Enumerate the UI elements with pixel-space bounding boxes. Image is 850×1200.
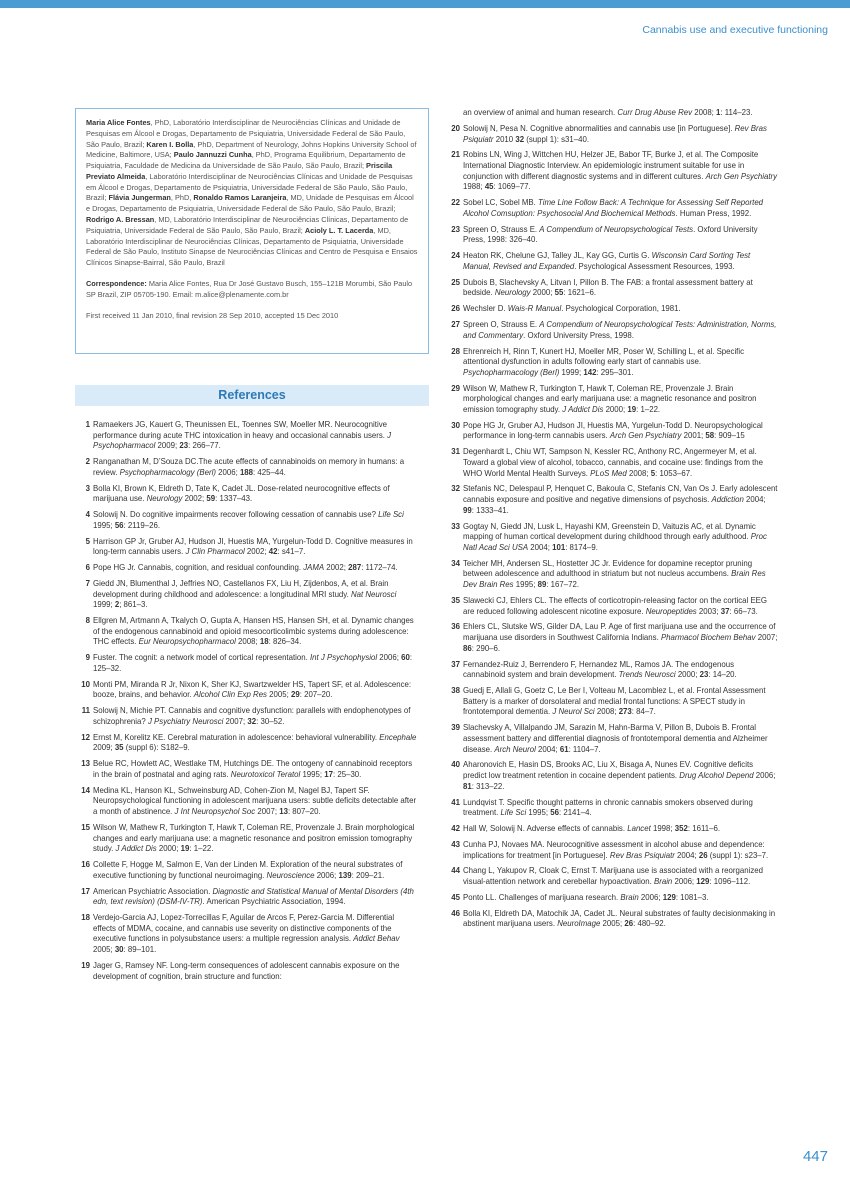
reference-text: American Psychiatric Association. Diagnostic and Statistical Manual of Mental Disorders (4th edn, text revision) (DSM-IV-TR). American Psychiatric Association, 1994.: [93, 886, 414, 907]
reference-text: Monti PM, Miranda R Jr, Nixon K, Sher KJ, Swartzwelder HS, Tapert SF, et al. Adolescence: booze, brains, and behavior. Alcohol Clin Exp Res 2005; 29: 207–20.: [93, 679, 412, 700]
reference-number: 45: [451, 892, 460, 902]
reference-number: 39: [451, 723, 460, 733]
reference-item: [78, 706, 418, 727]
reference-text: Chang L, Yakupov R, Cloak C, Ernst T. Marijuana use is associated with a reorganized visual-attention network and cerebellar hypoactivation. Brain 2006; 129: 1096–112.: [463, 866, 763, 887]
reference-text: Hall W, Solowij N. Adverse effects of cannabis. Lancet 1998; 352: 1611–6.: [463, 824, 721, 834]
reference-item: [448, 278, 778, 299]
author-affiliations: Maria Alice Fontes, PhD, Laboratório Interdisciplinar de Neurociências Clínicas and Unidade de Pesquisas em Álcool e Drogas, Departamento de Psiquiatria, Universidade Federal de São Paulo, São Paulo, Brazil; Karen I. Bolla, PhD, Department of Neurology, Johns Hopkins University School of Medicine, Baltimore, USA; Paulo Jannuzzi Cunha, PhD, Programa Equilibrium, Departamento de Psiquiatria, Faculdade de Medicina da Universidade de São Paulo, São Paulo, Brazil; Priscila Previato Almeida, Laboratório Interdisciplinar de Neurociências Clínicas and Unidade de Pesquisas em Álcool e Drogas, Departamento de Psiquiatria, Universidade Federal de São Paulo, São Paulo, Brazil; Flávia Jungerman, PhD, Ronaldo Ramos Laranjeira, MD, Unidade de Pesquisas em Álcool e Drogas, Departamento de Psiquiatria, Universidade Federal de São Paulo, São Paulo, Brazil; Rodrigo A. Bressan, MD, Laboratório Interdisciplinar de Neurociências Clínicas, Departamento de Psiquiatria, Universidade Federal de São Paulo, São Paulo, Brazil; Acioly L. T. Lacerda, MD, Laboratório Interdisciplinar de Neurociências Clínicas, Departamento de Psiquiatria, Universidade Federal de São Paulo, Instituto Sinapse de Neurociências Clínicas and Centro de Pesquisa e Ensaios Clínicos Sinapse-Bairral, São Paulo, Brazil: [86, 118, 418, 268]
reference-number: 34: [451, 558, 460, 568]
reference-number: 28: [451, 346, 460, 356]
reference-text: Spreen O, Strauss E. A Compendium of Neuropsychological Tests: Administration, Norms, and Commentary. Oxford University Press, 1998.: [463, 320, 777, 340]
running-title: Cannabis use and executive functioning: [642, 24, 828, 36]
reference-number: 31: [451, 447, 460, 457]
reference-item: [78, 457, 418, 478]
reference-item: [448, 686, 778, 718]
reference-item: [78, 733, 418, 754]
reference-number: 5: [85, 536, 90, 546]
reference-number: 40: [451, 760, 460, 770]
reference-number: 46: [451, 908, 460, 918]
correspondence: Correspondence: Maria Alice Fontes, Rua Dr José Gustavo Busch, 155–121B Morumbi, São Paulo SP Brazil, ZIP 05705-190. Email: m.alice@plenamente.com.br: [86, 278, 413, 299]
reference-number: 4: [85, 510, 90, 520]
reference-item: [448, 198, 778, 219]
references-heading: References: [218, 388, 286, 402]
reference-text: Belue RC, Howlett AC, Westlake TM, Hutchings DE. The ontogeny of cannabinoid receptors in the brain of postnatal and aging rats. Neurotoxicol Teratol 1995; 17: 25–30.: [93, 759, 413, 779]
reference-item: [78, 913, 418, 956]
reference-number: 42: [451, 824, 460, 834]
reference-item: [448, 108, 778, 119]
reference-item: [78, 680, 418, 701]
reference-item: [78, 484, 418, 505]
reference-item: [448, 893, 778, 904]
reference-item: [448, 596, 778, 617]
author-affiliations-box: [75, 108, 429, 354]
reference-text: Fuster. The cognit: a network model of cortical representation. Int J Psychophysiol 2006; 60: 125–32.: [93, 653, 413, 673]
reference-text: Wilson W, Mathew R, Turkington T, Hawk T, Coleman RE, Provenzale J. Brain morphological changes and early marijuana use: a magnetic resonance and positron emission tomography study. J Addict Dis 2000; 19: 1–22.: [463, 383, 757, 414]
reference-text: Spreen O, Strauss E. A Compendium of Neuropsychological Tests. Oxford University Press, 1998: 326–40.: [463, 224, 758, 245]
reference-item: [78, 537, 418, 558]
reference-item: [78, 653, 418, 674]
reference-text: Ponto LL. Challenges of marijuana research. Brain 2006; 129: 1081–3.: [463, 892, 709, 902]
reference-number: 38: [451, 686, 460, 696]
reference-text: Harrison GP Jr, Gruber AJ, Hudson JI, Huestis MA, Yurgelun-Todd D. Cognitive measures in long-term cannabis users. J Clin Pharmacol 2002; 42: s41–7.: [93, 536, 413, 557]
reference-text: Dubois B, Slachevsky A, Litvan I, Pillon B. The FAB: a frontal assessment battery at bedside. Neurology 2000; 55: 1621–6.: [463, 277, 753, 298]
reference-item: [448, 840, 778, 861]
reference-text: Giedd JN, Blumenthal J, Jeffries NO, Castellanos FX, Liu H, Zijdenbos, A, et al. Brain development during childhood and adolescence: a longitudinal MRI study. Nat Neurosci 1999; 2; 861–3.: [93, 579, 397, 610]
reference-item: [448, 421, 778, 442]
reference-item: [78, 579, 418, 611]
reference-number: 23: [451, 224, 460, 234]
reference-item: [448, 798, 778, 819]
page-number: 447: [802, 1148, 828, 1165]
reference-text: Ehlers CL, Slutske WS, Gilder DA, Lau P. Age of first marijuana use and the occurrence of marijuana use disorders in Southwest California Indians. Pharmacol Biochem Behav 2007; 86: 290–6.: [463, 622, 778, 653]
reference-item: [448, 559, 778, 591]
reference-item: [448, 320, 778, 341]
reference-number: 43: [451, 839, 460, 849]
reference-number: 1: [85, 420, 90, 429]
reference-number: 36: [451, 622, 460, 632]
reference-item: [448, 824, 778, 835]
reference-number: 13: [81, 759, 90, 769]
reference-item: [448, 660, 778, 681]
reference-item: [448, 447, 778, 479]
reference-text: an overview of animal and human research. Curr Drug Abuse Rev 2008; 1: 114–23.: [463, 108, 753, 117]
reference-item: [448, 484, 778, 516]
reference-text: Jager G, Ramsey NF. Long-term consequences of adolescent cannabis exposure on the development of cognition, brain structure and function:: [93, 960, 400, 981]
reference-text: Ellgren M, Artmann A, Tkalych O, Gupta A, Hansen HS, Hansen SH, et al. Dynamic changes of the endogenous cannabinoid and opioid mesocorticolimbic systems during adolescence: THC effects. Eur Neuropsychopharmacol 2008; 18: 826–34.: [93, 616, 414, 647]
reference-item: [448, 522, 778, 554]
reference-number: 14: [81, 785, 90, 795]
reference-text: Heaton RK, Chelune GJ, Talley JL, Kay GG, Curtis G. Wisconsin Card Sorting Test Manual, Revised and Expanded. Psychological Assessment Resources, 1993.: [463, 251, 751, 271]
reference-number: 30: [451, 420, 460, 430]
reference-text: Bolla KI, Brown K, Eldreth D, Tate K, Cadet JL. Dose-related neurocognitive effects of marijuana use. Neurology 2002; 59: 1337–43.: [93, 483, 390, 504]
reference-text: Ernst M, Korelitz KE. Cerebral maturation in adolescence: behavioral vulnerability. Encephale 2009; 35 (suppl 6): S182–9.: [93, 732, 417, 753]
reference-item: [78, 823, 418, 855]
received-dates: First received 11 Jan 2010, final revision 28 Sep 2010, accepted 15 Dec 2010: [86, 310, 339, 320]
reference-number: 18: [81, 913, 90, 923]
reference-item: [448, 124, 778, 145]
reference-number: 37: [451, 659, 460, 669]
reference-item: [78, 616, 418, 648]
reference-text: Robins LN, Wing J, Wittchen HU, Helzer JE, Babor TF, Burke J, et al. The Composite International Diagnostic Interview. An epidemiologic instrument suitable for use in conjunction with different diagnostic systems and in different cultures. Arch Gen Psychiatry 1988; 45: 1069–77.: [463, 150, 778, 192]
reference-text: Pope HG Jr, Gruber AJ, Hudson JI, Huestis MA, Yurgelun-Todd D. Neuropsychological performance in long-term cannabis users. Arch Gen Psychiatry 2001; 58: 909–15: [463, 420, 763, 441]
reference-number: 6: [85, 563, 90, 573]
reference-text: Wechsler D. Wais-R Manual. Psychological Corporation, 1981.: [463, 304, 681, 314]
reference-number: 41: [451, 797, 460, 807]
reference-text: Medina KL, Hanson KL, Schweinsburg AD, Cohen-Zion M, Nagel BJ, Tapert SF. Neuropsychological functioning in adolescent marijuana users: subtle deficits detectable after a month of abstinence. J Int Neuropsychol Soc 2007; 13: 807–20.: [93, 785, 417, 817]
reference-text: Solowij N. Do cognitive impairments recover following cessation of cannabis use? Life Sci 1995; 56: 2119–26.: [93, 510, 404, 530]
reference-text: Aharonovich E, Hasin DS, Brooks AC, Liu X, Bisaga A, Nunes EV. Cognitive deficits predict low treatment retention in cocaine dependent patients. Drug Alcohol Depend 2006; 81: 313–22.: [463, 760, 776, 791]
reference-number: 20: [451, 123, 460, 133]
reference-item: [78, 961, 418, 982]
reference-text: Lundqvist T. Specific thought patterns in chronic cannabis smokers observed during treatment. Life Sci 1995; 56: 2141–4.: [463, 797, 753, 818]
reference-item: [78, 887, 418, 908]
reference-number: 44: [451, 866, 460, 876]
reference-item: [78, 786, 418, 818]
reference-item: [78, 860, 418, 881]
references-left-column: [78, 420, 418, 987]
reference-item: [448, 866, 778, 887]
reference-item: [78, 510, 418, 531]
reference-number: 17: [81, 886, 90, 896]
reference-text: Ehrenreich H, Rinn T, Kunert HJ, Moeller MR, Poser W, Schilling L, et al. Specific attentional dysfunction in adults following early start of cannabis use. Psychopharmacology (Berl) 1999; 142: 295–301.: [463, 346, 745, 377]
reference-text: Pope HG Jr. Cannabis, cognition, and residual confounding. JAMA 2002; 287: 1172–74.: [93, 563, 398, 573]
reference-item: [448, 909, 778, 930]
references-right-column: [448, 108, 778, 935]
reference-number: 26: [451, 304, 460, 314]
reference-number: 21: [451, 150, 460, 160]
reference-item: [448, 760, 778, 792]
reference-number: 22: [451, 198, 460, 208]
reference-number: 16: [81, 860, 90, 870]
reference-item: [448, 384, 778, 416]
reference-text: Gogtay N, Giedd JN, Lusk L, Hayashi KM, Greenstein D, Vaituzis AC, et al. Dynamic mapping of human cortical development during childhood through early adulthood. Proc Natl Acad Sci USA 2004; 101: 8174–9.: [463, 521, 767, 552]
reference-item: [448, 304, 778, 315]
reference-text: Stefanis NC, Delespaul P, Henquet C, Bakoula C, Stefanis CN, Van Os J. Early adolescent cannabis exposure and positive and negative dimensions of psychosis. Addiction 2004; 99: 1333–41.: [463, 484, 778, 515]
reference-text: Solowij N, Michie PT. Cannabis and cognitive dysfunction: parallels with endophenotypes of schizophrenia? J Psychiatry Neurosci 2007; 32: 30–52.: [93, 706, 411, 726]
reference-text: Ranganathan M, D’Souza DC.The acute effects of cannabinoids on memory in humans: a review. Psychopharmacology (Berl) 2006; 188: 425–44.: [93, 457, 405, 477]
reference-number: 19: [81, 960, 90, 970]
reference-number: 3: [85, 483, 90, 493]
reference-text: Slawecki CJ, Ehlers CL. The effects of corticotropin-releasing factor on the cortical EEG are reduced following adolescent nicotine exposure. Neuropeptides 2003; 37: 66–73.: [463, 595, 768, 616]
reference-text: Fernandez-Ruiz J, Berrendero F, Hernandez ML, Ramos JA. The endogenous cannabinoid system and brain development. Trends Neurosci 2000; 23: 14–20.: [463, 659, 737, 680]
reference-number: 7: [85, 579, 90, 588]
reference-number: 25: [451, 277, 460, 287]
reference-number: 27: [451, 320, 460, 329]
reference-text: Verdejo-Garcia AJ, Lopez-Torrecillas F, Aguilar de Arcos F, Perez-Garcia M. Differential effects of MDMA, cocaine, and cannabis use severity on distinctive components of the executive functions in polysubstance users: a multiple regression analysis. Addict Behav 2005; 30: 89–101.: [93, 913, 400, 955]
reference-number: 32: [451, 484, 460, 494]
reference-number: 15: [81, 822, 90, 832]
reference-number: 9: [85, 653, 90, 663]
reference-number: 35: [451, 595, 460, 605]
reference-item: [448, 225, 778, 246]
reference-text: Bolla KI, Eldreth DA, Matochik JA, Cadet JL. Neural substrates of faulty decisionmaking in abstinent marijuana users. NeuroImage 2005; 26: 480–92.: [463, 908, 776, 929]
reference-number: 10: [81, 679, 90, 689]
reference-number: 8: [85, 616, 90, 626]
reference-item: [78, 759, 418, 780]
reference-number: 24: [451, 251, 460, 261]
reference-item: [448, 347, 778, 379]
reference-item: [448, 150, 778, 193]
header-accent-bar: [0, 0, 850, 8]
reference-text: Sobel LC, Sobel MB. Time Line Follow Back: A Technique for Assessing Self Reported Alcohol Comsuption: Psychosocial And Biochemical Methods. Human Press, 1992.: [463, 198, 764, 218]
reference-number: 11: [81, 706, 90, 716]
reference-item: [78, 563, 418, 574]
reference-number: 29: [451, 383, 460, 393]
reference-item: [78, 420, 418, 452]
reference-text: Teicher MH, Andersen SL, Hostetter JC Jr. Evidence for dopamine receptor pruning between adolescence and adulthood in striatum but not nucleus accumbens. Brain Res Dev Brain Res 1995; 89: 167–72.: [463, 558, 766, 590]
reference-text: Degenhardt L, Chiu WT, Sampson N, Kessler RC, Anthony RC, Angermeyer M, et al. Toward a global view of alcohol, tobacco, cannabis, and cocaine use: findings from the WHO World Mental Health Surveys. PLoS Med 2008; 5: 1053–67.: [463, 447, 763, 478]
reference-text: Solowij N, Pesa N. Cognitive abnormalities and cannabis use [in Portuguese]. Rev Bras Psiquiatr 2010 32 (suppl 1): s31–40.: [463, 123, 767, 144]
reference-number: 2: [85, 457, 90, 467]
reference-text: Slachevsky A, Villalpando JM, Sarazin M, Hahn-Barma V, Pillon B, Dubois B. Frontal assessment battery and differential diagnosis of frontotemporal dementia and Alzheimer disease. Arch Neurol 2004; 61: 1104–7.: [463, 723, 768, 754]
reference-text: Cunha PJ, Novaes MA. Neurocognitive assessment in alcohol abuse and dependence: implications for treatment [in Portuguese]. Rev Bras Psiquiatr 2004; 26 (suppl 1): s23–7.: [463, 839, 769, 860]
reference-item: [448, 723, 778, 755]
reference-number: 33: [451, 521, 460, 531]
reference-text: Guedj E, Allali G, Goetz C, Le Ber I, Volteau M, Lacomblez L, et al. Frontal Assessment Battery is a marker of dorsolateral and medial frontal functions: A SPECT study in frontotemporal dementia. J Neurol Sci 2008; 273: 84–7.: [463, 686, 766, 717]
reference-item: [448, 622, 778, 654]
reference-text: Collette F, Hogge M, Salmon E, Van der Linden M. Exploration of the neural substrates of executive functioning by functional neuroimaging. Neuroscience 2006; 139: 209–21.: [93, 860, 403, 880]
reference-item: [448, 251, 778, 272]
reference-text: Ramaekers JG, Kauert G, Theunissen EL, Toennes SW, Moeller MR. Neurocognitive performance during acute THC intoxication in heavy and occasional cannabis users. J Psychopharmacol 2009; 23: 266–77.: [93, 420, 392, 451]
reference-number: 12: [81, 732, 90, 742]
reference-text: Wilson W, Mathew R, Turkington T, Hawk T, Coleman RE, Provenzale J. Brain morphological changes and early marijuana use: a magnetic resonance and positron emission tomography study. J Addict Dis 2000; 19: 1–22.: [93, 822, 415, 854]
